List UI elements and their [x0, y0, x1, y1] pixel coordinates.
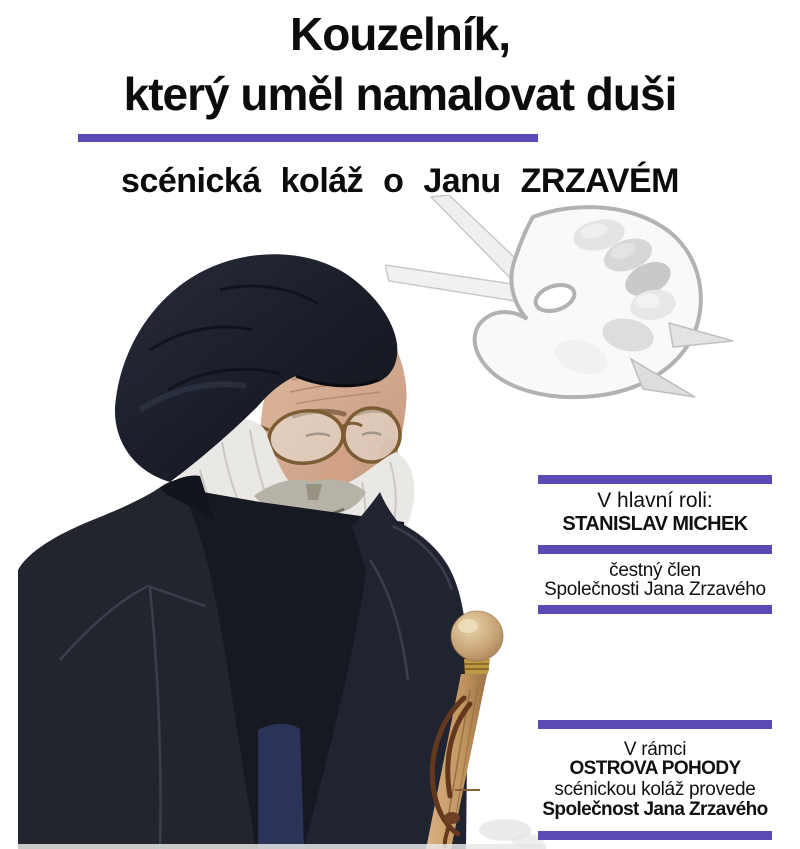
honor-line-1: čestný člen: [609, 560, 701, 581]
divider-bar: [538, 605, 772, 614]
portrait-illustration: [0, 230, 546, 849]
role-label: V hlavní roli:: [597, 489, 713, 512]
title-line-2: který uměl namalovat duši: [123, 68, 677, 120]
divider-bar: [538, 475, 772, 484]
title-divider-bar: [78, 134, 538, 142]
event-intro: V rámci: [623, 739, 687, 760]
poster-subtitle: scénická koláž o Janu ZRZAVÉM: [121, 162, 679, 200]
shirt-strip: [258, 724, 304, 849]
actor-name: STANISLAV MICHEK: [562, 513, 748, 535]
event-provide-line: scénickou koláž provede: [554, 779, 756, 800]
brush-tip-right: [669, 323, 733, 347]
photo-edge-strip: [18, 844, 546, 849]
event-name: OSTROVA POHODY: [569, 758, 741, 779]
honor-line-2: Společnosti Jana Zrzavého: [544, 579, 766, 600]
divider-bar: [538, 720, 772, 729]
divider-bar: [538, 831, 772, 840]
divider-bar: [538, 545, 772, 554]
poster-title: [0, 4, 800, 124]
cane-knob: [451, 611, 503, 661]
company-name: Společnost Jana Zrzavého: [542, 799, 768, 820]
title-line-1: Kouzelník,: [289, 8, 511, 60]
